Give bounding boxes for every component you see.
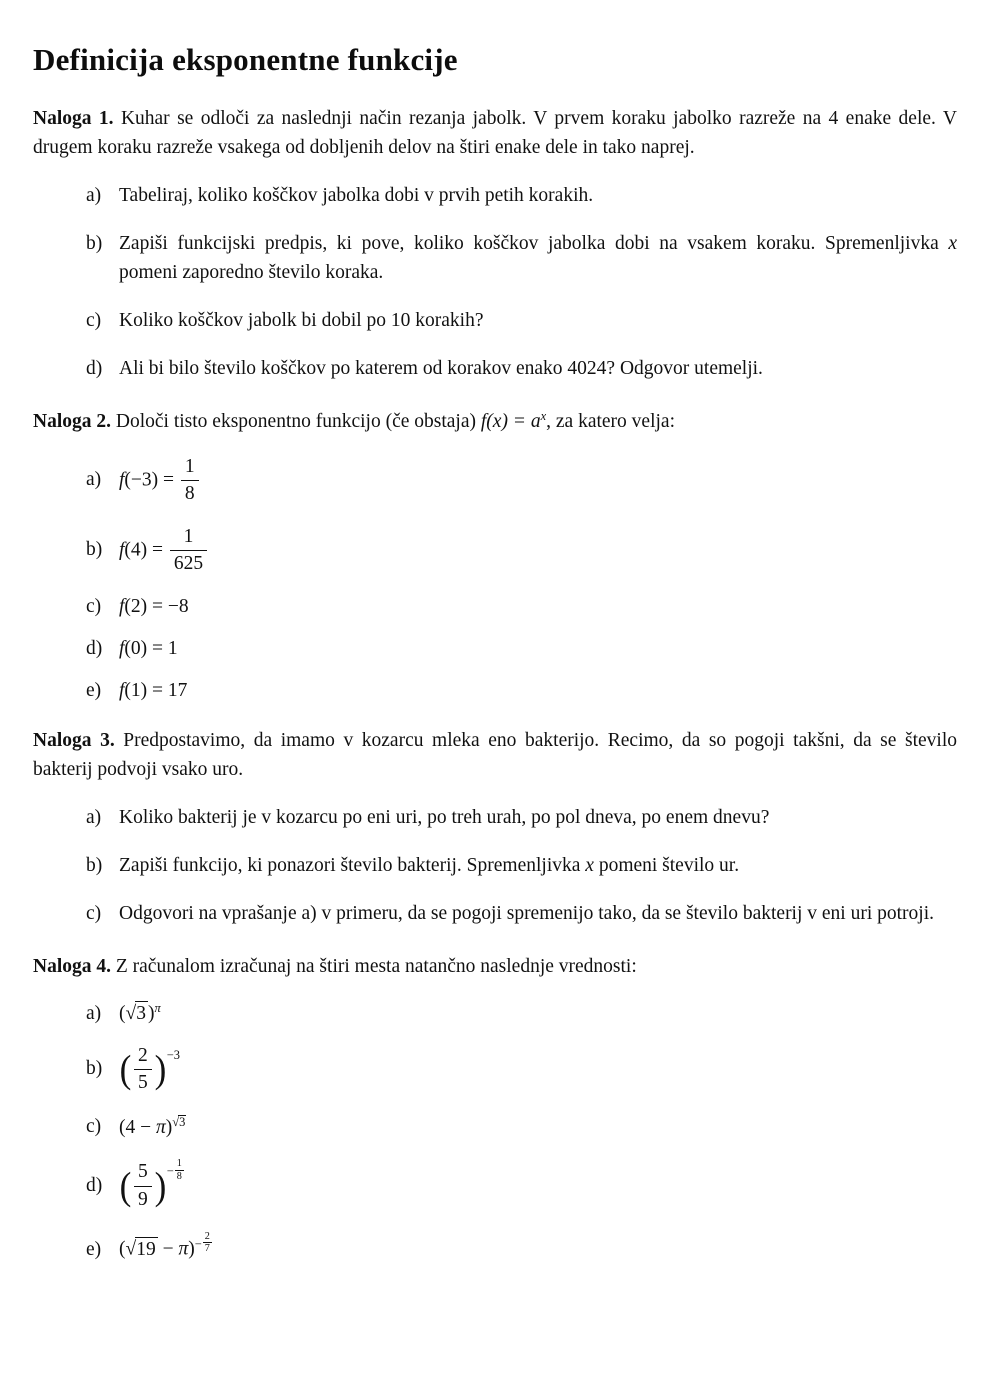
paren-close: ): [154, 1164, 167, 1208]
math-exponent-sqrt: [172, 1115, 186, 1129]
math-expression: [119, 596, 957, 618]
math-var-f: f: [119, 539, 125, 561]
task-2-item-a: [86, 456, 957, 506]
math-exponent-fraction: [194, 1231, 212, 1255]
math-exponent-fraction: [166, 1158, 184, 1182]
fraction-denominator: 8: [181, 480, 199, 505]
task-2-item-e: [86, 680, 957, 702]
math-var-f: f: [119, 637, 125, 659]
fraction-numerator: 2: [204, 1231, 210, 1243]
task-3-intro-text: Predpostavimo, da imamo v kozarcu mleka eno bakterijo. Recimo, da so pogoji takšni, da se število bakterij podvoji vsako uro.: [33, 729, 958, 780]
task-1-item-a: [86, 181, 957, 210]
item-label: d): [86, 358, 103, 379]
paren-close: ): [147, 1002, 155, 1024]
exponent-fraction: [203, 1231, 212, 1255]
fraction-denominator: 9: [134, 1186, 152, 1211]
item-text-post: pomeni število ur.: [593, 854, 740, 876]
item-text: Ali bi bilo število koščkov po katerem od korakov enako 4024? Odgovor utemelji.: [119, 358, 763, 379]
sqrt-radicand: 19: [136, 1238, 156, 1260]
item-text: Koliko koščkov jabolk bi dobil po 10 korakih?: [119, 310, 484, 331]
math-var-x: x: [585, 854, 594, 876]
paren-close: ): [188, 1238, 195, 1260]
math-fx-ax: f(x) = a: [480, 411, 541, 432]
task-4: [33, 952, 957, 1261]
math-expression: [119, 1115, 957, 1139]
item-label: c): [86, 902, 102, 924]
task-2-item-d: [86, 638, 957, 660]
minus-sign: −: [194, 1236, 202, 1251]
paren-open: (: [119, 1048, 132, 1092]
paren-open: (: [119, 1002, 126, 1024]
math-expression: [119, 1001, 957, 1025]
fraction: [134, 1045, 152, 1095]
item-label: b): [86, 854, 103, 876]
task-4-label: Naloga 4.: [33, 955, 111, 977]
item-text-pre: Zapiši funkcijo, ki ponazori število bakterij. Spremenljivka: [119, 854, 586, 876]
item-label: c): [86, 595, 102, 617]
math-expression: [119, 1158, 957, 1211]
task-3-intro: [33, 726, 957, 784]
paren-close: ): [154, 1048, 167, 1092]
math-exponent-x: x: [540, 409, 547, 424]
math-var-pi: π: [178, 1238, 189, 1260]
task-4-item-e: [86, 1231, 957, 1261]
task-4-item-a: [86, 1001, 957, 1025]
item-label: d): [86, 1174, 103, 1196]
sqrt-icon: √: [125, 1002, 137, 1024]
math-expression: [119, 456, 957, 506]
task-2-intro-pre: Določi tisto eksponentno funkcijo (če obstaja): [115, 411, 481, 432]
item-label: e): [86, 679, 102, 701]
task-3: [33, 726, 957, 928]
task-1-intro-text: Kuhar se odloči za naslednji način rezanja jabolk. V prvem koraku jabolko razreže na 4 enake dele. V drugem koraku razreže vsakega od dobljenih delov na štiri enake dele in tako naprej.: [33, 108, 958, 158]
task-2-intro-post: , za katero velja:: [546, 411, 675, 432]
fraction-numerator: 1: [183, 525, 194, 547]
fraction: [181, 456, 199, 506]
fraction-denominator: 5: [134, 1069, 152, 1094]
paren-open: (: [119, 1238, 126, 1260]
item-label: a): [86, 806, 102, 828]
math-text: (0) = 1: [124, 637, 178, 659]
task-1-label: Naloga 1.: [33, 108, 114, 129]
exponent-fraction: [175, 1158, 184, 1182]
math-text: (4 −: [119, 1116, 156, 1138]
task-1: [33, 104, 957, 383]
fraction: [170, 526, 207, 576]
math-var-f: f: [119, 595, 125, 617]
math-text: (2) = −8: [124, 595, 189, 617]
minus-operator: −: [157, 1238, 179, 1260]
task-3-item-a: [86, 803, 957, 832]
math-var-x: x: [948, 233, 957, 254]
task-2-item-b: [86, 526, 957, 576]
fraction-denominator: 8: [176, 1170, 182, 1182]
fraction-numerator: 1: [176, 1158, 182, 1170]
item-label: d): [86, 637, 103, 659]
task-2-label: Naloga 2.: [33, 411, 111, 432]
paren-close: ): [165, 1116, 173, 1138]
item-label: a): [86, 185, 102, 206]
math-expression: [119, 680, 957, 702]
minus-sign: −: [166, 1164, 174, 1179]
item-label: b): [86, 539, 103, 561]
task-1-item-c: [86, 306, 957, 335]
math-exponent-pi: π: [154, 1000, 161, 1015]
item-text: Tabeliraj, koliko koščkov jabolka dobi v prvih petih korakih.: [119, 185, 594, 206]
item-label: c): [86, 310, 102, 331]
math-expression: [119, 1045, 957, 1095]
fraction-numerator: 1: [184, 456, 195, 477]
item-label: c): [86, 1116, 102, 1138]
task-3-item-b: [86, 851, 957, 880]
math-expression: [119, 1231, 957, 1261]
task-2-intro: [33, 407, 957, 436]
task-4-item-b: [86, 1045, 957, 1095]
task-4-item-d: [86, 1158, 957, 1211]
task-1-item-d: [86, 354, 957, 383]
task-4-item-c: [86, 1115, 957, 1139]
math-var-f: f: [119, 679, 125, 701]
item-label: e): [86, 1238, 102, 1260]
item-label: a): [86, 469, 102, 491]
item-text-post: pomeni zaporedno število koraka.: [119, 262, 384, 283]
math-text: (1) = 17: [124, 679, 188, 701]
task-1-item-b: [86, 229, 957, 287]
fraction-denominator: 7: [204, 1243, 210, 1255]
fraction-numerator: 5: [138, 1161, 148, 1183]
item-label: b): [86, 1058, 103, 1080]
math-text: (−3) =: [124, 469, 179, 491]
sqrt-radicand: 3: [136, 1002, 146, 1024]
sqrt-icon: √: [125, 1238, 137, 1260]
math-var-f: f: [119, 469, 125, 491]
task-4-intro-text: Z računalom izračunaj na štiri mesta natančno naslednje vrednosti:: [115, 955, 637, 977]
sqrt-radicand: 3: [179, 1114, 186, 1129]
math-exponent: −3: [166, 1047, 181, 1062]
item-text: [119, 851, 957, 880]
task-1-intro: [33, 104, 957, 162]
page-title: Definicija eksponentne funkcije: [33, 42, 458, 77]
fraction-denominator: 625: [170, 550, 207, 575]
item-text: [119, 229, 957, 287]
fraction-numerator: 2: [138, 1044, 148, 1066]
paren-open: (: [119, 1164, 132, 1208]
item-label: b): [86, 233, 103, 254]
item-text: Odgovori na vprašanje a) v primeru, da se pogoji spremenijo tako, da se število bakterij v eni uri potroji.: [119, 902, 935, 924]
task-4-intro: [33, 952, 957, 981]
task-3-item-c: [86, 899, 957, 928]
math-expression: [119, 526, 957, 576]
math-var-pi: π: [156, 1116, 166, 1138]
task-3-label: Naloga 3.: [33, 729, 115, 751]
task-2-item-c: [86, 596, 957, 618]
fraction: [134, 1161, 152, 1211]
sqrt-icon: √: [172, 1114, 180, 1129]
task-2: [33, 407, 957, 702]
item-text-pre: Zapiši funkcijski predpis, ki pove, koliko koščkov jabolka dobi na vsakem koraku. Spremenljivka: [119, 233, 949, 254]
item-text: Koliko bakterij je v kozarcu po eni uri, po treh urah, po pol dneva, po enem dnevu?: [119, 806, 770, 828]
math-expression: [119, 638, 957, 660]
math-text: (4) =: [124, 539, 168, 561]
item-label: a): [86, 1002, 102, 1024]
